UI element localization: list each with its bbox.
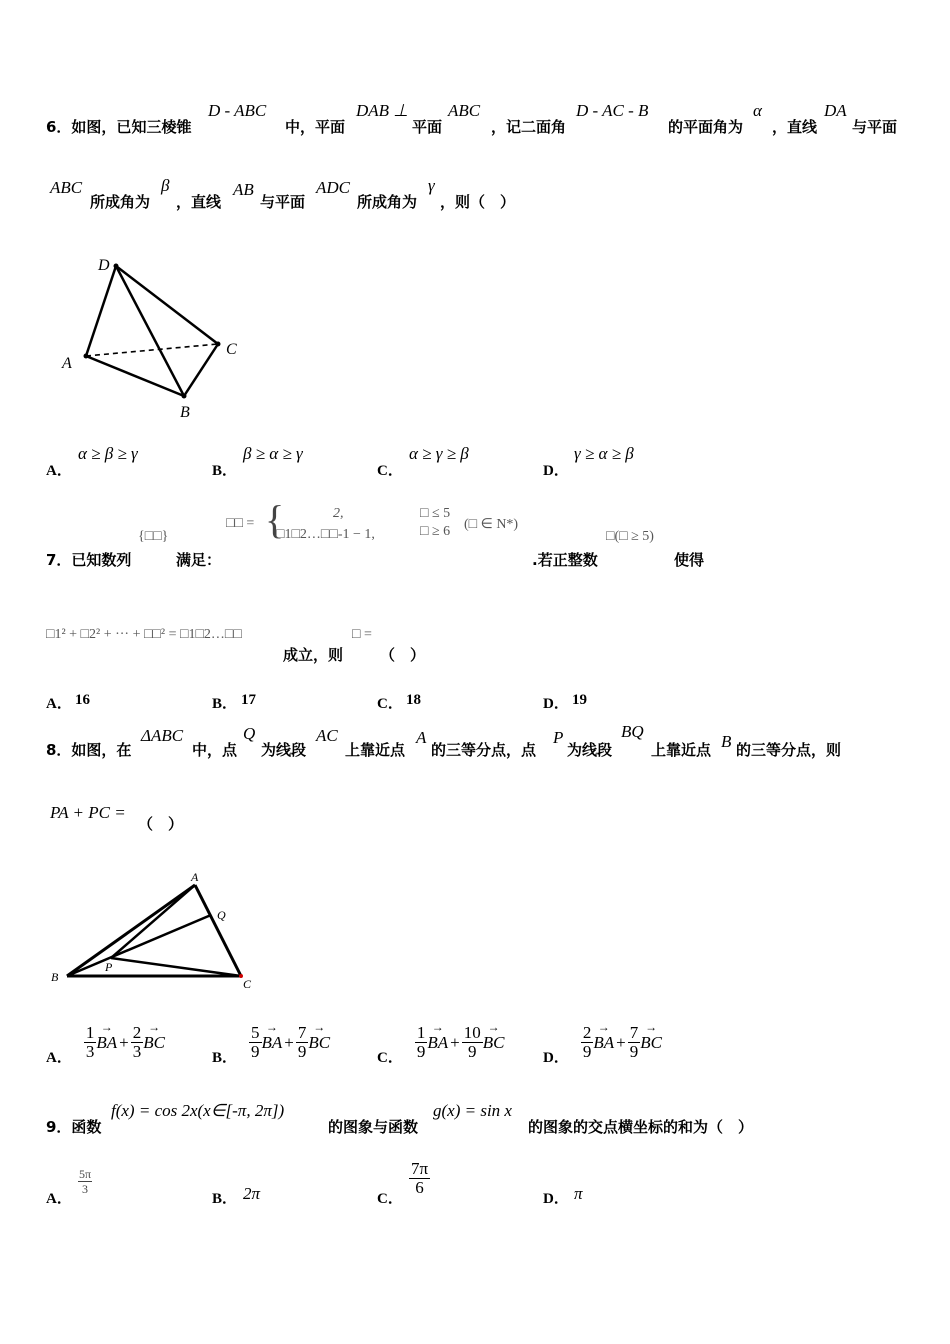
q7-text-f: （ ）	[380, 646, 426, 664]
q7-option-c-label: C．	[377, 696, 403, 712]
q8-option-a[interactable]	[46, 1018, 165, 1067]
q6-math-tetra: D - ABC	[208, 101, 267, 120]
q8-math-p: P	[553, 728, 564, 747]
edge-pc	[111, 958, 241, 976]
q8-option-c-frac1: $\frac{1}{9}$	[416, 1023, 426, 1061]
q6-text-2e: ，则（ ）	[440, 193, 516, 211]
vector-ba: → BA	[427, 1033, 448, 1053]
q7-text-c: .若正整数	[532, 551, 598, 569]
label-p: P	[105, 960, 113, 974]
q6-text-a: 6．如图，已知三棱锥	[46, 118, 192, 136]
q8-text-2a: （ ）	[138, 815, 184, 833]
q8-option-b[interactable]	[212, 1018, 330, 1067]
q8-option-b-frac2: $\frac{7}{9}$	[297, 1023, 307, 1061]
q6-math-dihedral: D - AC - B	[576, 101, 649, 120]
q9-option-c-label: C．	[377, 1191, 403, 1207]
q6-math-da: DA	[824, 101, 847, 120]
q6-text-2b: ，直线	[176, 193, 222, 211]
q7-left-brace: {	[265, 497, 285, 542]
q9-option-d-label: D．	[543, 1191, 569, 1207]
q6-math-ab: AB	[233, 180, 254, 199]
q8-text-g: 上靠近点	[651, 741, 712, 759]
q6-option-c-label: C．	[377, 463, 403, 479]
q8-option-d-frac2: $\frac{7}{9}$	[629, 1023, 639, 1061]
q7-option-b[interactable]: 17	[241, 692, 256, 708]
q9-option-b-label: B．	[212, 1191, 238, 1207]
q8-triangle-figure	[45, 868, 275, 993]
q7-condition: □(□ ≥ 5)	[606, 529, 654, 544]
edge-da	[86, 266, 116, 356]
q6-text-e: 的平面角为	[668, 118, 744, 136]
q8-math-a: A	[416, 728, 427, 747]
q7-option-d[interactable]: 19	[572, 692, 587, 708]
q9-text-a: 9．函数	[46, 1118, 102, 1136]
q8-math-bq: BQ	[621, 722, 644, 741]
edge-dc	[116, 266, 218, 344]
q9-option-c[interactable]: $\frac{7\pi}{6}$	[411, 1159, 429, 1197]
q6-text-b: 中，平面	[285, 118, 346, 136]
q8-math-pa-pc: PA + PC =	[50, 803, 126, 822]
q7-equation: □1² + □2² + ··· + □□² = □1□2…□□	[46, 627, 242, 642]
q9-text-c: 的图象的交点横坐标的和为（ ）	[528, 1118, 754, 1136]
vector-ba: → BA	[262, 1033, 283, 1053]
q8-option-a-label: A．	[46, 1050, 72, 1066]
q9-option-a[interactable]: 5π 3	[79, 1167, 92, 1196]
label-a: A	[191, 870, 199, 884]
edge-ac-hidden	[86, 344, 218, 356]
q7-def-lhs: □□ =	[226, 516, 255, 531]
q7-m-eq: □ =	[352, 627, 372, 642]
label-c: C	[226, 341, 237, 358]
q6-math-abc-2: ABC	[50, 178, 83, 197]
vector-bc: → BC	[640, 1033, 662, 1053]
q7-text-b: 满足：	[176, 551, 222, 569]
q8-text-h: 的三等分点，则	[736, 741, 842, 759]
q6-text-2c: 与平面	[260, 193, 306, 211]
q6-math-adc: ADC	[316, 178, 350, 197]
q8-math-b: B	[721, 732, 732, 751]
q6-option-d-label: D．	[543, 463, 569, 479]
edge-ab	[86, 356, 184, 396]
q8-text-d: 上靠近点	[345, 741, 406, 759]
plus-sign: +	[616, 1032, 626, 1052]
edge-pa	[111, 885, 195, 958]
q8-option-d-label: D．	[543, 1050, 569, 1066]
q8-option-c-frac2: $\frac{10}{9}$	[463, 1023, 481, 1061]
plus-sign: +	[284, 1032, 294, 1052]
q6-option-a[interactable]: α ≥ β ≥ γ	[78, 444, 138, 463]
q6-text-f: ，直线	[772, 118, 818, 136]
q8-text-e: 的三等分点，点	[431, 741, 537, 759]
vector-ba: → BA	[96, 1033, 117, 1053]
q7-case2-value: □1□2…□□-1 − 1,	[276, 527, 375, 542]
q9-option-b[interactable]: 2π	[243, 1184, 261, 1203]
q6-tetrahedron-figure	[50, 250, 250, 425]
q9-text-b: 的图象与函数	[328, 1118, 419, 1136]
q7-option-a-label: A．	[46, 696, 72, 712]
q7-option-b-label: B．	[212, 696, 238, 712]
q7-sequence: {□□}	[138, 529, 169, 544]
q6-math-beta: β	[161, 176, 170, 195]
q7-text-d: 使得	[674, 551, 705, 569]
q6-option-c[interactable]: α ≥ γ ≥ β	[409, 444, 469, 463]
vector-bc: → BC	[143, 1033, 165, 1053]
label-d: D	[98, 257, 110, 274]
vector-bc: → BC	[483, 1033, 505, 1053]
q6-math-alpha: α	[753, 101, 762, 120]
q6-text-d: ，记二面角	[491, 118, 567, 136]
q7-domain: (□ ∈ N*)	[464, 517, 519, 532]
q7-case1-value: 2,	[333, 506, 344, 521]
label-b: B	[180, 404, 190, 421]
q8-option-d[interactable]	[543, 1018, 662, 1067]
q6-option-a-label: A．	[46, 463, 72, 479]
q7-option-d-label: D．	[543, 696, 569, 712]
q6-math-gamma: γ	[428, 176, 435, 195]
q6-option-d[interactable]: γ ≥ α ≥ β	[574, 444, 634, 463]
label-c: C	[243, 977, 252, 991]
label-b: B	[51, 970, 59, 984]
q8-math-q: Q	[243, 724, 256, 743]
q6-text-2d: 所成角为	[357, 193, 418, 211]
edge-db	[116, 266, 184, 396]
q8-option-a-frac2: $\frac{2}{3}$	[132, 1023, 142, 1061]
q6-math-plane-dab: DAB ⊥	[356, 101, 409, 120]
edge-bc	[184, 344, 218, 396]
q7-case2-cond: □ ≥ 6	[420, 524, 451, 539]
plus-sign: +	[450, 1032, 460, 1052]
q6-option-b[interactable]: β ≥ α ≥ γ	[243, 444, 303, 463]
q8-text-a: 8．如图，在	[46, 741, 132, 759]
plus-sign: +	[119, 1032, 129, 1052]
q8-option-b-frac1: $\frac{5}{9}$	[251, 1023, 260, 1061]
q8-option-a-frac1: $\frac{1}{3}$	[85, 1023, 95, 1061]
vector-ba: → BA	[593, 1033, 614, 1053]
q9-option-a-label: A．	[46, 1191, 72, 1207]
q8-math-ac: AC	[316, 726, 338, 745]
q7-option-a[interactable]: 16	[75, 692, 90, 708]
q8-text-b: 中，点	[192, 741, 238, 759]
q8-option-c[interactable]	[377, 1018, 504, 1067]
vector-bc: → BC	[308, 1033, 330, 1053]
q8-option-d-frac1: $\frac{2}{9}$	[582, 1023, 592, 1061]
q7-text-e: 成立，则	[283, 646, 344, 664]
q7-text-a: 7．已知数列	[46, 551, 132, 569]
q8-text-c: 为线段	[261, 741, 307, 759]
q6-option-b-label: B．	[212, 463, 238, 479]
q6-math-abc: ABC	[448, 101, 481, 120]
q9-function-f: f(x) = cos 2x(x∈[-π, 2π])	[111, 1101, 285, 1120]
q8-text-f: 为线段	[567, 741, 613, 759]
q8-math-triangle: ΔABC	[141, 726, 184, 745]
q8-option-c-label: C．	[377, 1050, 403, 1066]
label-a: A	[62, 355, 72, 372]
q6-text-g: 与平面	[852, 118, 898, 136]
q9-option-d[interactable]: π	[574, 1184, 583, 1203]
q9-function-g: g(x) = sin x	[433, 1101, 512, 1120]
label-q: Q	[217, 908, 226, 922]
q7-option-c[interactable]: 18	[406, 692, 421, 708]
q7-case1-cond: □ ≤ 5	[420, 506, 451, 521]
q6-text-2a: 所成角为	[90, 193, 151, 211]
q6-text-c: 平面	[412, 118, 443, 136]
edge-ac	[195, 885, 241, 976]
q8-option-b-label: B．	[212, 1050, 238, 1066]
